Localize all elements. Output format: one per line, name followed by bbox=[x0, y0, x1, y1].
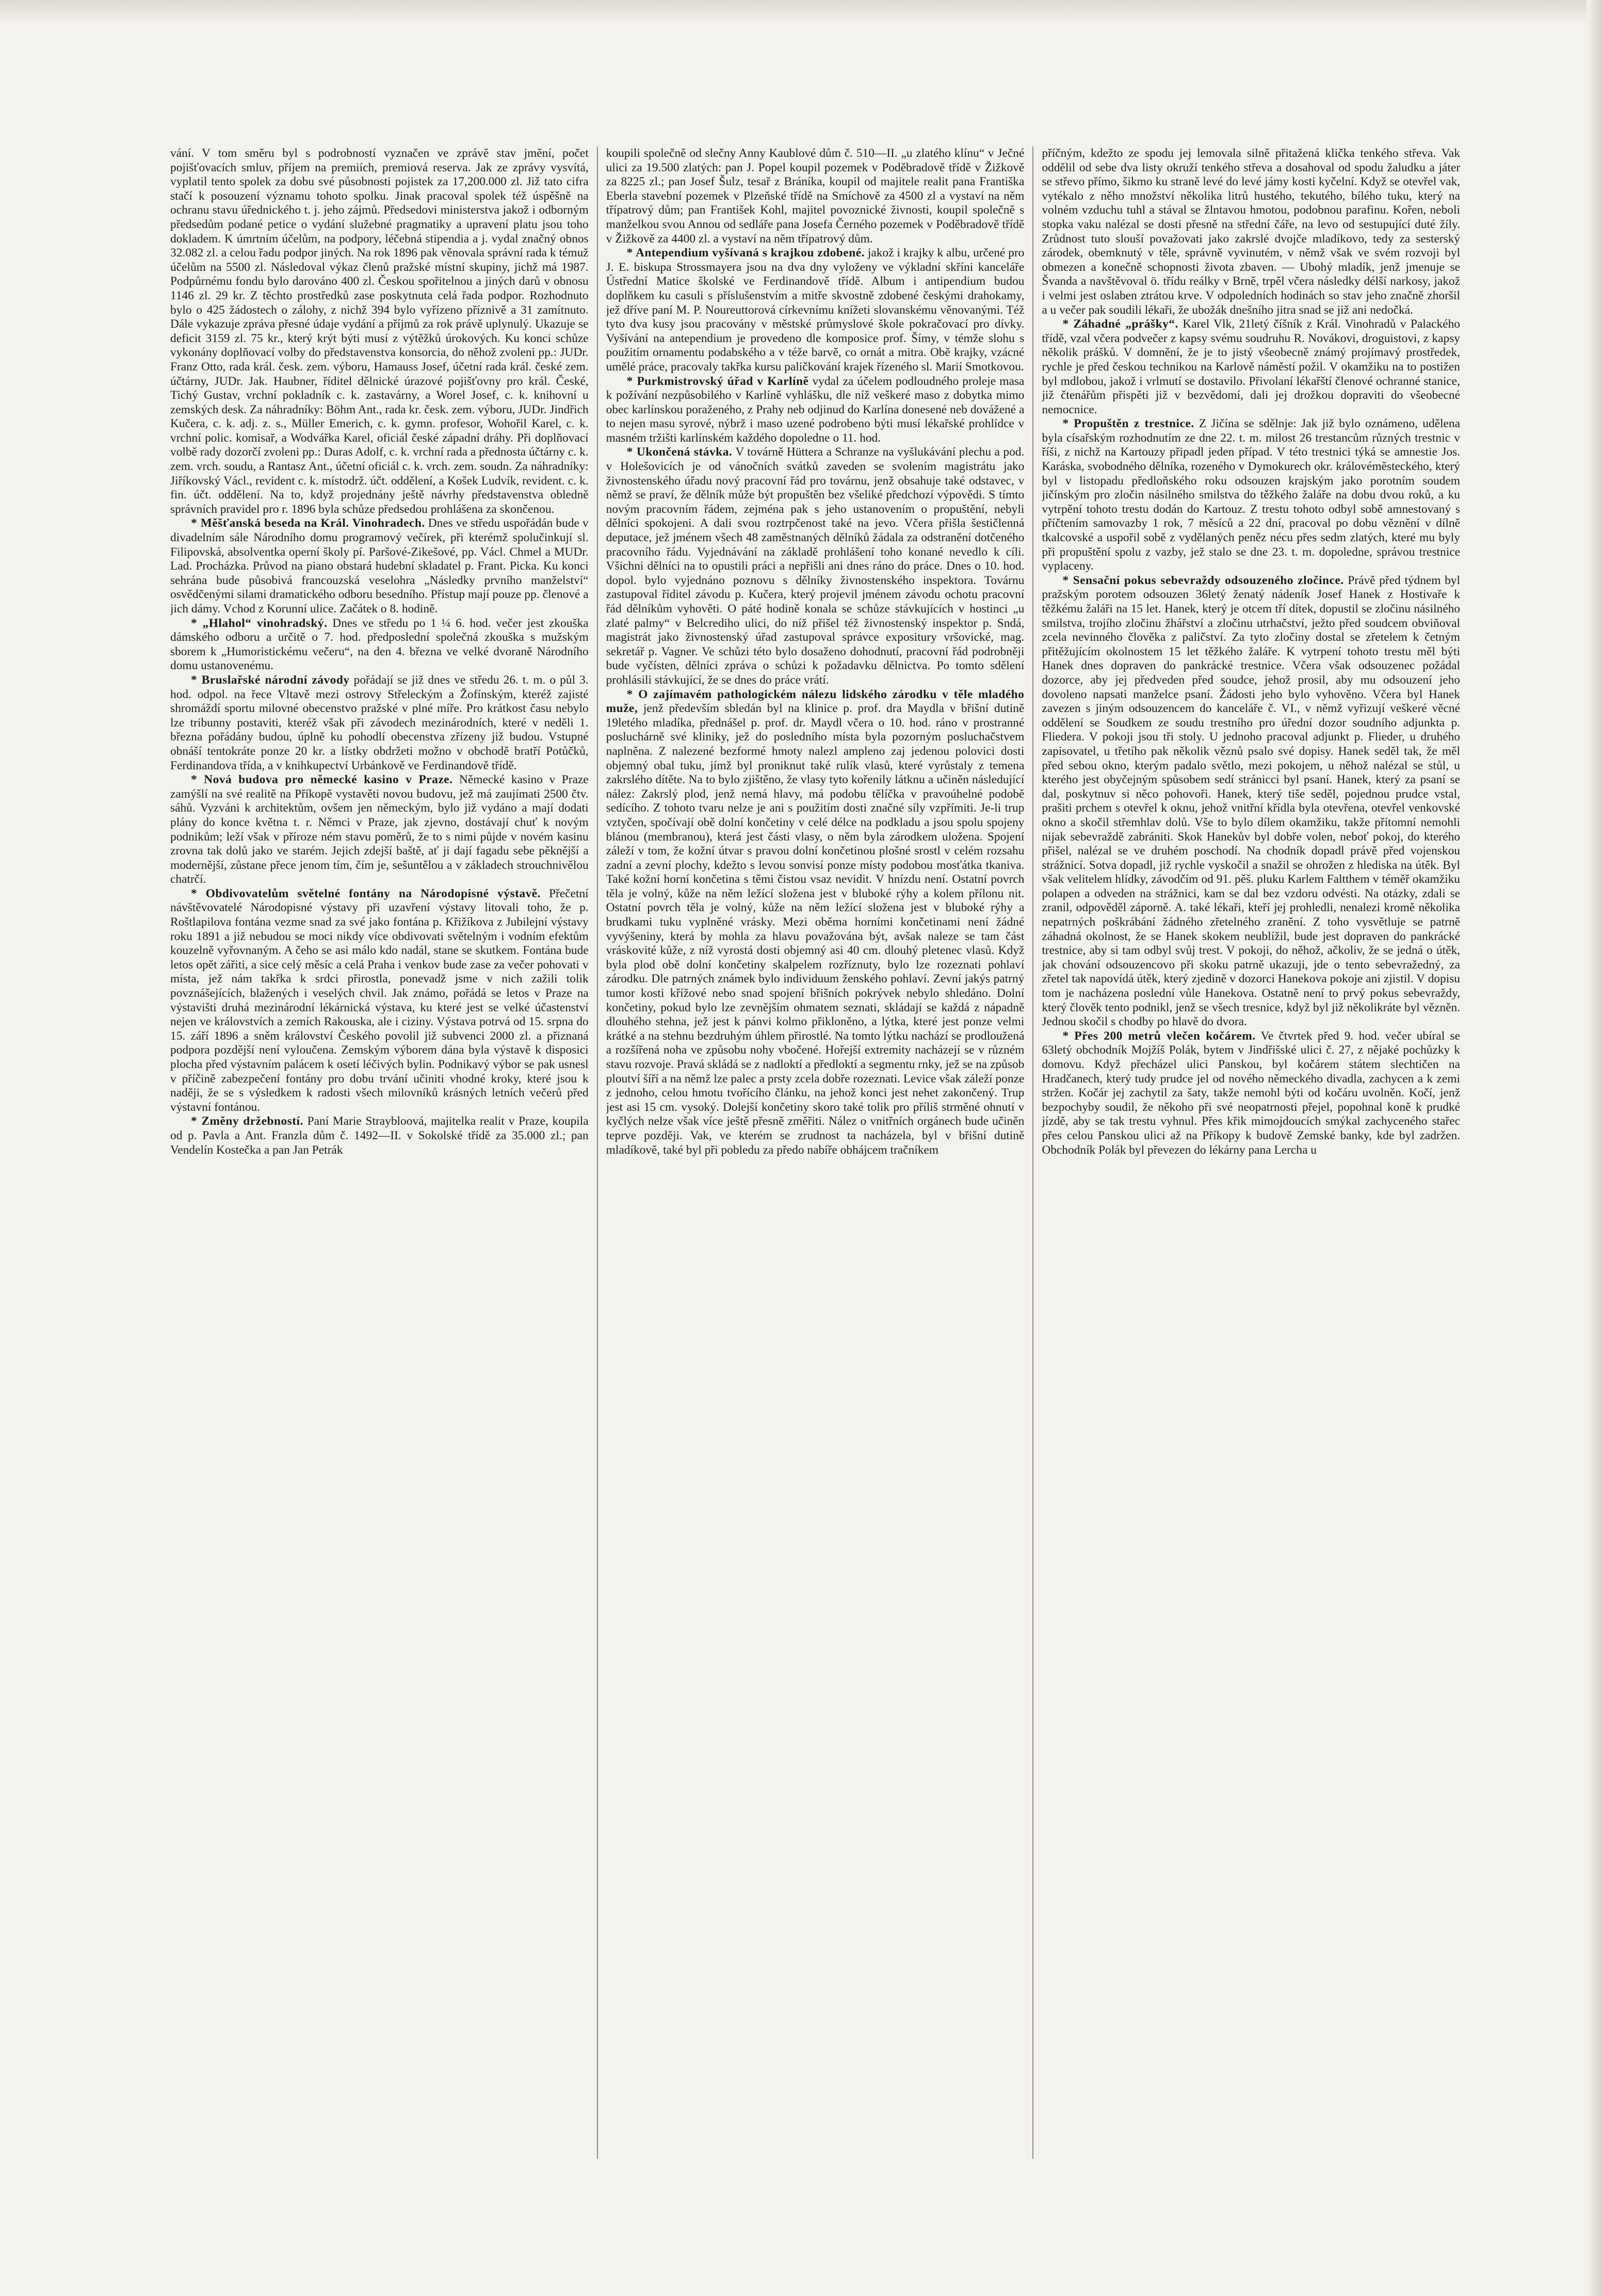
article-text: koupili společně od slečny Anny Kaublové dům č. 510—II. „u zlatého klínu“ v Ječné ulici za 19.500 zlatých: pan J. Popel koupil pozemek v Poděbradově třídě v Žižkově za 8225 zl.; pan Josef Šulz, tesař z Bráníka, koupil od majitele realit pana Františka Eberla stavební pozemek v Plzeňské třídě na Smíchově za 4500 zl a vystaví na něm třípatrový dům; pan František Kohl, majitel povoznické živnosti, koupil společně s manželkou svou Annou od sedláře pana Josefa Černého pozemek v Poděbradově třídě v Žižkově za 4400 zl. a vystaví na něm třípatrový dům. bbox=[606, 147, 1025, 246]
article-text: příčným, kdežto ze spodu jej lemovala silně přitažená klička tenkého střeva. Vak oddělil od sebe dva listy okruží tenkého střeva a dosahoval od spodu žaludku a játer se střevo přímo, šikmo ku straně levé do levé jámy kosti kyčelní. Když se otevřel vak, vytékalo z něho množství několika litrů hustého, tekutého, bílého tuku, který na volném vzduchu tuhl a stával se žlntavou hmotou, podobnou parafinu. Kořen, neboli stopka vaku nalézal se dosti přesně na střední čáře, na levo od sestupující duté žíly. Zrůdnost tuto slouší považovati jako zakrslé dvojče mladíkovo, tedy za sesterský zárodek, obemknutý v těle, správně vyvinutém, v němž však ve svém rozvoji byl obmezen a konečně schopnosti života zbaven. — Ubohý mladík, jenž jmenuje se Švanda a navštěvoval ö. třídu reálky v Brně, trpěl včera následky délší narkosy, jakož i velmi jest oslaben ztrátou krve. V odpoledních hodinách so stav jeho značně zhoršil a u večer pak soudili lékaři, že ubožák dnešního jitra snad se již ani nedočká. bbox=[1042, 147, 1460, 317]
article-paragraph bbox=[606, 445, 1025, 687]
article-text: Paní Marie Straybloová, majitelka realit v Praze, koupila od p. Pavla a Ant. Franzla dům č. 1492—II. v Sokolské třídě za 35.000 zl.; pan Vendelín Kostečka a pan Jan Petrák bbox=[170, 1114, 589, 1157]
article-paragraph bbox=[170, 516, 589, 616]
scan-edge-top bbox=[0, 0, 1602, 24]
column-divider bbox=[597, 147, 598, 2159]
article-text: Ve čtvrtek před 9. hod. večer ubíral se 63letý obchodník Mojžíš Polák, bytem v Jindřišské ulici č. 27, z nějaké pochůzky k domovu. Když přecházel ulici Panskou, byl kočárem státem slechtičen na Hradčanech, který tudy prudce jel od nového německého divadla, zachycen a k zemi stržen. Kočár jej zachytil za šaty, takže nemohl býti od kočáru uvolněn. Kočí, jenž bezpochyby soudil, že někoho při své neopatrnosti přejel, popohnal koně k prudké jízdě, aby se tak trestu vyhnul. Přes křik mimojdoucích smýkal zachyceného stařec přes celou Panskou ulici až na Příkopy k budově Zemské banky, kde byl zadržen. Obchodník Polák byl převezen do lékárny pana Lercha u bbox=[1042, 1029, 1460, 1157]
article-paragraph bbox=[1042, 147, 1460, 317]
column-2 bbox=[606, 147, 1025, 2159]
article-text: pořádají se již dnes ve středu 26. t. m. o půl 3. hod. odpol. na řece Vltavě mezi ostrovy Střeleckým a Žofínským, kteréž zajisté shromáždí sportu milovné obecenstvo pražské v plné míře. Pro krátkost času nebylo lze tribunny postaviti, kteréž však při závodech mezinárodních, které v neděli 1. března pořádány budou, úplně ku pohodlí obecenstva zřízeny již budou. Vstupné obnáší tentokráte ponze 20 kr. a lístky obdržeti možno v obchodě bratří Potůčků, Ferdinandova třída, a v knihkupectví Urbánkově ve Ferdinandově třídě. bbox=[170, 673, 589, 772]
scan-edge-right bbox=[1587, 0, 1602, 2296]
newspaper-page bbox=[170, 147, 1460, 2159]
article-paragraph bbox=[170, 147, 589, 516]
article-text: jenž především sbledán byl na klinice p. prof. dra Maydla v břišní dutině 19letého mladíka, přednášel p. prof. dr. Maydl včera o 10. hod. ráno v prostranné posluchárně své kliniky, jež do posledního místa byla pozorným posluchačstvem naplněna. Z nalezené bezformé hmoty nalezl ampleno zaj jedenou polovici dosti objemný obal tuku, jímž byl proniknut také rulík vlasů, které vyrůstaly z temena zakrslého dítěte. Na to bylo zjištěno, že vlasy tyto kořenily látknu a učiněn následující nález: Zakrslý plod, jenž nemá hlavy, má podobu tělíčka v pravoúhelné podobě sedícího. Z tohoto tvaru nelze je ani s použitím dosti značné síly vzpřímiti. Je-li trup vztyčen, spočívají obě dolní končetiny v celé délce na podkladu a jsou spolu spojeny blánou (membranou), která jest části vlasy, o něm byla zárodkem uložena. Spojení záleží v tom, že kožní útvar s pravou dolní končetinou plošné srostl v celém rozsahu zadní a zevní plochy, kdežto s levou sonvisí ponze místy podobou mosťátka tkaniva. Také kožní horní končetina s těmi čistou vsaz nevidit. V hnízdu není. Ostatní povrch těla je volný, kůže na něm ležící složena jest v bluboké rýhy a kolem přílonu nit. Ostatní povrch těla je volný, kůže na něm ležící složena jest v bluboké rýhy a brudkami tuku vyplněné vrásky. Mezi oběma horními končetinami není žádné vyvýšeniny, která by mohla za hlavu považována být, avšak naleze se tam část vráskovité kůže, z níž vyrostá dosti objemný asi 40 cm. dlouhý pletenec vlasů. Když byla plod obě dolní končetiny skalpelem rozříznuty, bylo lze rozeznati pohlaví zárodku. Dle patrných známek bylo individuum ženského pohlaví. Zevní jakýs patrný tumor kosti křížové nebo snad spojení břišních pokrývek nebylo shledáno. Dolní končetiny, pokud bylo lze zevnějším ohmatem seznati, skládají se každá z nápadně dlouhého stehna, jež jest k pánvi kolmo přikloněno, a lýtka, které jest ponze velmi krátké a na stehnu bezdruhým úhlem přirostlé. Na tomto lýtku nachází se prodloužená a rozšířená noha ve způsobu nohy vbočené. Hořejší extremity nacházejí se v různém stavu rozvoje. Pravá skládá se z nadloktí a předloktí a segmentu rnky, jež se na způsob ploutví šíří a na němž lze palec a prsty zcela dobře rozeznati. Levice však záleží ponze z jednoho, celou hmotu tvořícího článku, na jehož konci jest nehet zakončený. Trup jest asi 15 cm. vysoký. Dolejší končetiny skoro také tolik pro příliš strměné ohnutí v kyčlých nelze však více ještě přesně změřiti. Nález o vnitřních orgánech bude učiněn teprve později. Vak, ve kterém se zrudnost ta nacházela, byl v břišní dutině mladíkově, také byl při pobledu za předo nabíře obhájcem tračníkem bbox=[606, 702, 1025, 1157]
article-paragraph bbox=[606, 147, 1025, 246]
column-divider bbox=[1032, 147, 1033, 2159]
article-text: Z Jičína se sdělnje: Jak již bylo oznámeno, udělena byla císařským rozhodnutím ze dne 22. t. m. milost 26 trestancům různých trestnic v říši, z nichž na Kartouzy připadl jeden případ. V této trestnici týká se amnestie Jos. Karáska, svobodného dělníka, rozeného v Dymokurech okr. královéměsteckého, který byl v listopadu předloňského roku odsouzen krajským jako porotním soudem jičínským pro zločin násilného smilstva do těžkého žaláře na dobu dvou roků, a ku vytrpění tohoto trestu dodán do Kartouz. Z trestu tohoto odbyl sobě amnestovaný s příčtením samovazby 1 rok, 7 měsíců a 22 dní, pracoval po dobu věznění v dílně tkalcovské a uspořil sobě z vydělaných peněz nécu přes sedm zlatých, které mu byly při propuštění spolu z vazby, jež stalo se dne 23. t. m. dopoledne, správou trestnice vyplaceny. bbox=[1042, 417, 1460, 573]
article-paragraph bbox=[606, 246, 1025, 374]
article-text: Německé kasino v Praze zamýšlí na své realitě na Příkopě vystavěti novou budovu, jež má zaujímati 2500 čtv. sáhů. Vyzváni k architektům, ovšem jen německým, bylo již vydáno a mají dodati plány do konce května t. r. Němci v Praze, jak zjevno, dostávají chuť k novým podnikům; leží však v příroze ném stavu poměrů, že to s nimi půjde v novém kasinu zrovna tak dolů jako ve starém. Jejich zdejší baště, ať ji dají fagadu sebe pěknější a modernější, zůstane přece jenom tím, čím je, sešuntělou a v základech strouchnivělou chatrčí. bbox=[170, 773, 589, 886]
column-1 bbox=[170, 147, 589, 2159]
article-paragraph bbox=[606, 375, 1025, 446]
article-headline: * „Hlahol“ vinohradský. bbox=[191, 616, 328, 630]
article-paragraph bbox=[1042, 417, 1460, 574]
article-headline: * Propuštěn z trestnice. bbox=[1062, 417, 1194, 431]
column-3 bbox=[1042, 147, 1460, 2159]
article-paragraph bbox=[170, 1114, 589, 1157]
article-text: Dnes ve středu uspořádán bude v divadelním sále Národního domu programový večírek, při kterémž spolučinkují sl. Filipovská, absolventka operní školy pí. Paršové-Zikešové, pp. Václ. Chmel a MUDr. Lad. Procházka. Průvod na piano obstará hudební skladatel p. Frant. Picka. Ku konci sehrána bude působivá francouzská veselohra „Následky prvního manželství“ osvědčenými silami dramatického odboru besedního. Přístup mají pouze pp. členové a jich dámy. Vchod z Korunní ulice. Začátek o 8. hodině. bbox=[170, 516, 589, 616]
article-text: Dnes ve středu po 1 ¼ 6. hod. večer jest zkouška dámského odboru a určitě o 7. hod. předposlední společná zkouška s mužským sborem k „Humoristickému večeru“, na den 4. března ve velké dvoraně Národního domu ustanovenému. bbox=[170, 616, 589, 673]
article-headline: * Obdivovatelům světelné fontány na Národopisné výstavě. bbox=[191, 886, 541, 900]
article-text: Karel Vlk, 21letý číšník z Král. Vinohradů v Palackého třídě, vzal včera podvečer z kapsy svému soudruhu R. Novákovi, droguistovi, z kapsy několik prášků. V domnění, že je to jistý všeobecně známý projímavý prostředek, rychle je před českou technikou na Karlově náměstí požil. V okamžiku na to postižen byl mdlobou, jakož i vrlmutí se dostavilo. Přivolaní lékařští členové ochranné stanice, již čtenářům přispěti již v bezvědomí, dali jej drožkou dopraviti do všeobecné nemocnice. bbox=[1042, 317, 1460, 416]
article-headline: * Záhadné „prášky“. bbox=[1062, 317, 1178, 331]
article-headline: * Ukončená stávka. bbox=[626, 445, 733, 459]
article-headline: * Měšťanská beseda na Král. Vinohradech. bbox=[191, 516, 425, 530]
article-headline: * O zajímavém pathologickém nálezu lidského zárodku v těle mladého muže, bbox=[606, 687, 1025, 716]
article-headline: * Bruslařské národní závody bbox=[191, 673, 350, 687]
article-headline: * Purkmistrovský úřad v Karlíně bbox=[626, 374, 809, 388]
article-headline: * Sensační pokus sebevraždy odsouzeného zločince. bbox=[1062, 573, 1344, 587]
article-headline: * Nová budova pro německé kasino v Praze. bbox=[191, 773, 453, 787]
article-paragraph bbox=[170, 773, 589, 887]
article-headline: * Antependium vyšívaná s krajkou zdobené. bbox=[626, 246, 865, 260]
article-paragraph bbox=[1042, 317, 1460, 417]
article-paragraph bbox=[606, 688, 1025, 1158]
article-text: Právě před týdnem byl pražským porotem odsouzen 36letý ženatý nádeník Josef Hanek z Hostivaře k těžkému žaláři na 15 let. Hanek, který je otcem tří dítek, dopustil se zločinu násilného smilstva, trojího zločinu žhářství a zločinu utrhačství, ježto před soudcem obviňoval zcela nevinného člověka z paličství. Za tyto zločiny dostal se zřetelem k četným přitěžujícím okolnostem 15 let těžkého žaláře. K vytrpení tohoto trestu měl býti Hanek dnes dopraven do pankrácké trestnice. Včera však odsouzenec požádal dozorce, aby jej předveden před soudce, jehož prosil, aby mu odsouzení jeho dovoleno napsati manželce psaní. Žádosti jeho bylo vyhověno. Včera byl Hanek zavezen s jiným odsouzencem do kanceláře č. VI., v němž vyřizují veškeré věcné oddělení se Soudkem ze soudu trestního pro úřední dozor soudního adjunkta p. Fliedera. V pokoji jsou tři stoly. U jednoho pracoval adjunkt p. Flieder, u druhého zapisovatel, u třetího pak několik věznů psalo své dopisy. Hanek seděl tak, že měl před sebou okno, kterým padalo světlo, mezi pokojem, u něhož nalézal se stůl, u kterého jest obyčejným spůsobem sedí stránicci byl psaní. Hanek, který za psaní se dal, poskytnuv si něco pohovoři. Hanek, který tiše seděl, pojednou prudce vstal, prašiti prchem s otevřel k oknu, jehož vnitřní křídla byla otevřena, otevřel venkovské okno a skočil střemhlav dolů. Vše to bylo dílem okamžiku, takže přítomní nemohli nijak sebevraždě zabrániti. Skok Hanekův byl dobře volen, neboť pokoj, do kterého přišel, nalézal se ve druhém poschodí. Na chodník dopadl právě před vojenskou strážnicí. Sotva dopadl, již rychle vyskočil a snažil se ohrožen z hlediska na útěk. Byl však velitelem hlídky, závodčím od 91. pěš. pluku Karlem Faltthem v téměř okamžiku polapen a odveden na strážnici, kam se dal bez vzdoru odvésti. Na otázky, zdali se zranil, odpověděl záporně. A. také lékaři, kteří jej prohledli, nenalezi kromě několika nepatrných poškrábání žádného zřetelného zranění. Z toho vysvětluje se patrně záhadná okolnost, že se Hanek skokem neublížil, bude jest dopraven do pankrácké trestnice, aby si tam odbyl svůj trest. V pokoji, do něhož, ačkoliv, že se jedná o útěk, jak chování odsouzencovo při skoku patrně ukazuji, jde o tento sebevražedný, za zřetel tak napovídá útěk, který zjedině v dozorci Hanekova pokoje ani zjistil. V dopisu tom je nacházena poslední vůle Hanekova. Ostatně není to prvý pokus sebevraždy, který člověk tento podnikl, jenž se všech tresnice, když byl již několikráte byl vězněn. Jednou skočil s chodby po hlavě do dvora. bbox=[1042, 573, 1460, 1029]
article-paragraph bbox=[170, 617, 589, 673]
article-paragraph bbox=[170, 887, 589, 1115]
article-headline: * Přes 200 metrů vlečen kočárem. bbox=[1062, 1029, 1256, 1043]
article-headline: * Změny držebností. bbox=[191, 1114, 303, 1128]
article-text: V továrně Hüttera a Schranze na vyšlukávání plechu a pod. v Holešovicích je od vánočních svátků zaveden se svolením magistrátu jako živnostenského úřadu nový pracovní řád pro továrnu, jenž obsahuje také odstavec, v němž se praví, že dělník může být propuštěn bez všeliké předchozí výpovědi. S tímto novým pracovním řádem, zejména pak s jeho ustanovením o propuštění, nebyli dělníci spokojeni. A dali svou roztrpčenost také na jevo. Včera přišla šestičlenná deputace, jež jménem všech 48 zaměstnaných dělníků žádala za odstranění dotčeného pracovního řádu. Vyjednávání na základě prohlášení toho konané nevedlo k cíli. Všichni dělníci na to opustili práci a nepřišli ani dnes ráno do práce. Dnes o 10. hod. dopol. bylo vyjednáno poznovu s dělníky živnostenského inspektora. Továrnu zastupoval říditel závodu p. Kučera, který projevil jménem závodu ochotu pracovní řád dělníkům vyhověti. O páté hodině konala se schůze stávkujících v hostinci „u zlaté palmy“ v Belcrediho ulici, do níž přišel též živnostenský inspektor p. Sndá, magistrát jako živnostenský úřad zastupoval správce expositury vršovické, mag. sekretář p. Vagner. Ve schůzi této bylo dosaženo dohodnutí, pracovní řád podrobněji bude vyčísten, dělníci zpráva o schůzi k požadavku dělnictva. Po tomto sdělení prohlásili stávkující, že se dnes do práce vrátí. bbox=[606, 445, 1025, 687]
article-text: vání. V tom směru byl s podrobností vyznačen ve zprávě stav jmění, počet pojišťovacích smluv, příjem na premiích, premiová reserva. Jak ze zprávy vysvítá, vyplatil tento spolek za dobu své působnosti pojistek za 17,200.000 zl. Již tato cifra stačí k posouzení významu tohoto spolku. Jinak pracoval spolek též úspěšně na ochranu stavu úřednického t. j. jeho zájmů. Předsedovi ministerstva jakož i odborným předsedům podané petice o vydání služebné pragmatiky a upravení platu jsou toho dokladem. K úmrtním účelům, na podpory, léčebná stipendia a j. vydal značný obnos 32.082 zl. a celou řadu podpor jiných. Na rok 1896 pak věnovala správní rada k témuž účelům na 5500 zl. Následoval výkaz členů pražské místní skupiny, jichž má 1987. Podpůrnému fondu bylo darováno 400 zl. Českou spořitelnou a jiných darů v obnosu 1146 zl. 29 kr. Z těchto prostředků zase poskytnuta celá řada podpor. Rozhodnuto bylo o 425 žádostech o zálohy, z nichž 394 bylo vyřízeno příznivě a 31 zamítnuto. Dále vykazuje zpráva přesné údaje vydání a příjmů za rok právě uplynulý. Ukazuje se deficit 3159 zl. 75 kr., který krýt býti musí z výtěžků úrokových. Ku konci schůze vykonány doplňovací volby do představenstva konsorcia, do něhož zvoleni pp.: JUDr. Franz Otto, rada král. česk. zem. výboru, Hamauss Josef, účetní rada král. české zem. účtárny, JUDr. Jak. Haubner, říditel dělnické úrazové pojišťovny pro král. České, Tichý Gustav, vrchní pokladník c. k. zastavárny, a Worel Josef, c. k. knihovní u zemských desk. Za náhradníky: Böhm Ant., rada kr. česk. zem. výboru, JUDr. Jindřich Kučera, c. k. adj. z. s., Müller Emerich, c. k. gymn. profesor, Wohořil Karel, c. k. vrchní polic. komisař, a Wodvářka Karel, oficiál české západní dráhy. Při doplňovací volbě rady dozorčí zvoleni pp.: Duras Adolf, c. k. vrchní rada a přednosta účtárny c. k. zem. vrch. soudu, a Rantasz Ant., účetní oficiál c. k. vrch. zem. soudn. Za náhradníky: Jiříkovský Václ., revident c. k. místodrž. účt. oddělení, a Košek Ludvík, revident. c. k. fin. účt. oddělení. Na to, když projednány ještě návrhy představenstva obledně správních pravidel pro r. 1896 byla schůze předsedou prohlášena za skončenou. bbox=[170, 147, 589, 516]
article-paragraph bbox=[1042, 1029, 1460, 1157]
article-text: Přečetní návštěvovatelé Národopisné výstavy při uzavření výstavy litovali toho, že p. Roštlapilova fontána vezme snad za své jako fontána p. Křižíkova z Jubilejní výstavy roku 1891 a již nebudou se moci nikdy více obdivovati světelným i vodním efektům kouzelně vyřovnaným. A čeho se asi málo kdo nadál, stane se skutkem. Fontána bude letos opět zářiti, a sice celý měsíc a celá Praha i venkov bude zase za večer pohovati v místa, jež nám takřka k srdci přirostla, ponevadž jsme v nich zažili tolik povznášejících, blažených i veselých chvil. Jak známo, pořádá se letos v Praze na výstavišti druhá mezinárodní lékárnická výstava, ku které jest se velké účastenství nejen ve královstvích a zemích Rakouska, ale i ciziny. Výstava potrvá od 15. srpna do 15. září 1896 a sněm království Českého povolil již subvenci 2000 zl. a přiznaná podpora pozdější není vyloučena. Zemským výborem dána byla výstavě k disposici plocha před výstavním palácem k osetí léčivých bylin. Podnikavý výbor se pak usnesl v příčině zabezpečení fontány pro dobu trvání učiniti vhodné kroky, které jsou k naději, že se s výsledkem k radosti všech milovníků krásných letních večerů před výstavní fontánou. bbox=[170, 886, 589, 1114]
article-text: vydal za účelem podloudného proleje masa k požívání nezpůsobilého v Karlíně vyhlášku, dle níž veškeré maso z dobytka mimo obec karlínskou poraženého, z Prahy neb odjinud do Karlína donesené neb dovážené a to nejen masu syrové, nýbrž i maso uzené podrobeno býti musí lékařské prohlídce v masném tržišti karlínském každého dopoledne o 11. hod. bbox=[606, 374, 1025, 445]
article-paragraph bbox=[1042, 574, 1460, 1029]
article-text: jakož i krajky k albu, určené pro J. E. biskupa Strossmayera jsou na dva dny vyloženy ve výkladní skříni kanceláře Ústřední Matice školské ve Ferdinandově třídě. Album i antipendium budou doplňkem ku casuli s příslušenstvím a mitře skvostně zdobené českými drahokamy, jež dříve paní M. P. Noureuttorová církevnímu knížeti slovanskému věnovanými. Též tyto dva kusy jsou pracovány v městské průmyslové škole pokračovací pro dívky. Vyšívání na antependium je provedeno dle komposice prof. Šímy, v témže slohu s použitím ornamentu podabského a v téže barvě, co ornát a mitra. Obě krajky, vzácné umělé práce, pracovaly takřka kursu paličkování krajek řízeného sl. Marií Smotkovou. bbox=[606, 246, 1025, 374]
article-paragraph bbox=[170, 673, 589, 773]
